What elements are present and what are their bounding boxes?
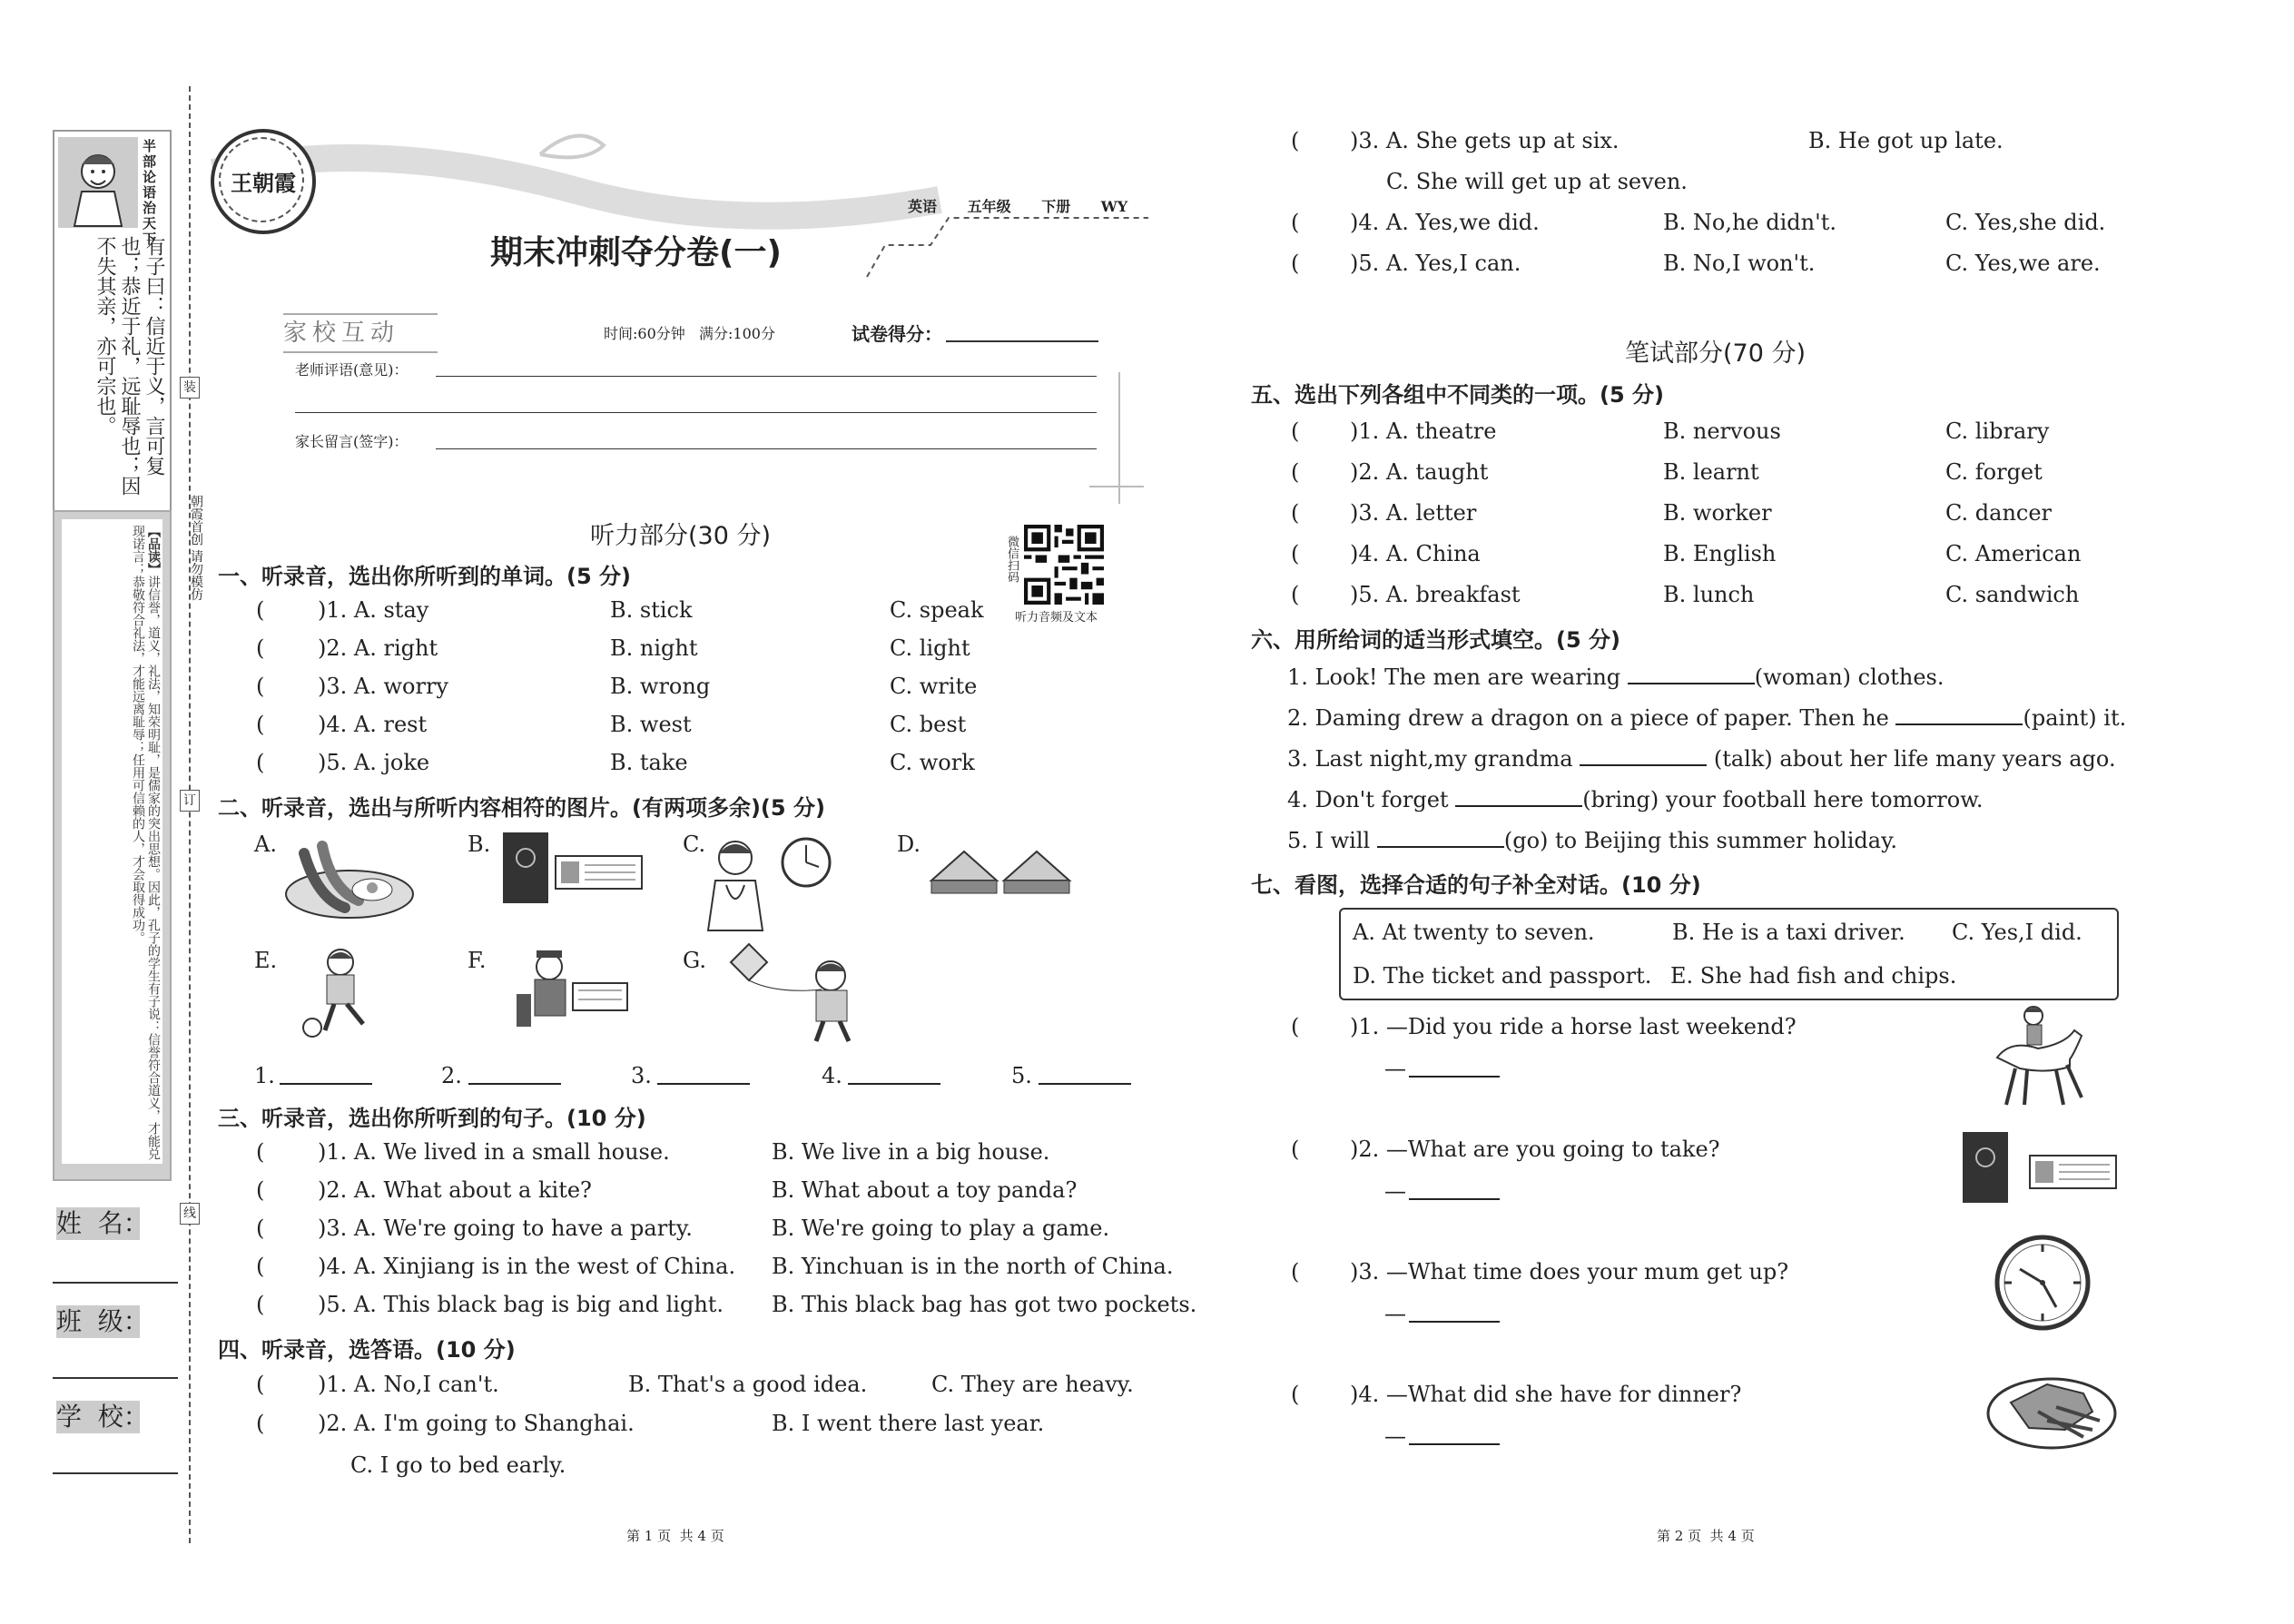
paren: (	[256, 1177, 265, 1203]
footer-left: 第 1 页 共 4 页	[626, 1528, 724, 1544]
paren: (	[1291, 459, 1300, 485]
s2-answer-5-field[interactable]	[1039, 1083, 1131, 1085]
brand-logo-text: 王朝霞	[231, 170, 296, 196]
paren: (	[1291, 210, 1300, 235]
parent-comment-field[interactable]	[436, 448, 1097, 449]
s1-item-2-c: C. light	[890, 635, 970, 661]
paren: (	[256, 1254, 265, 1279]
qr-code[interactable]	[1024, 525, 1104, 605]
s1-item-4-a: )4. A. rest	[318, 712, 428, 737]
boy-football-picture	[290, 944, 390, 1039]
paren: (	[256, 635, 265, 661]
fish-chips-picture	[1984, 1366, 2120, 1452]
s5-item-1-b: B. nervous	[1663, 418, 1781, 444]
s4-item-2-b: B. I went there last year.	[772, 1411, 1045, 1436]
s7-answer-1-field[interactable]	[1409, 1076, 1500, 1078]
paren: (	[256, 1372, 265, 1397]
pic-label-e: E.	[254, 948, 278, 973]
sausage-egg-picture	[281, 835, 418, 921]
cut-mark-1: 装	[180, 377, 200, 399]
pic-label-b: B.	[468, 832, 491, 857]
s5-item-4-c: C. American	[1945, 541, 2082, 566]
s4-item-5-c: C. Yes,we are.	[1945, 251, 2101, 276]
s7-option-e: E. She had fish and chips.	[1670, 963, 1957, 989]
section-5-title: 五、选出下列各组中不同类的一项。(5 分)	[1251, 382, 1664, 408]
s1-item-4-b: B. west	[610, 712, 692, 737]
tag-grade: 五年级	[967, 198, 1011, 215]
paren: (	[1291, 418, 1300, 444]
tag-edition: WY	[1100, 198, 1128, 215]
s5-item-2-c: C. forget	[1945, 459, 2043, 485]
s2-answer-5: 5.	[1011, 1063, 1032, 1088]
paren: (	[1291, 1382, 1300, 1407]
s7-item-2-q: )2. —What are you going to take?	[1350, 1137, 1720, 1162]
s6-blank-5[interactable]	[1377, 826, 1504, 848]
paren: (	[1291, 1259, 1300, 1284]
s7-option-a: A. At twenty to seven.	[1353, 920, 1595, 945]
pic-label-g: G.	[683, 948, 706, 973]
paren: (	[256, 1411, 265, 1436]
s6-blank-3[interactable]	[1580, 744, 1707, 766]
section-6-title: 六、用所给词的适当形式填空。(5 分)	[1251, 627, 1620, 653]
name-field[interactable]	[53, 1282, 178, 1284]
s4-item-5-b: B. No,I won't.	[1663, 251, 1816, 276]
s7-item-3-q: )3. —What time does your mum get up?	[1350, 1259, 1789, 1284]
teacher-comment-label: 老师评语(意见)：	[295, 361, 409, 379]
teacher-comment-field-2[interactable]	[295, 412, 1097, 413]
s7-option-c: C. Yes,I did.	[1952, 920, 2082, 945]
s1-item-4-c: C. best	[890, 712, 967, 737]
paren: (	[256, 674, 265, 699]
s1-item-1-a: )1. A. stay	[318, 597, 429, 623]
s1-item-5-b: B. take	[610, 750, 688, 775]
paren: (	[256, 1292, 265, 1317]
s5-item-2-a: )2. A. taught	[1350, 459, 1489, 485]
listening-title: 听力部分(30 分)	[590, 522, 772, 550]
home-school-label: 家校互动	[283, 313, 438, 353]
s2-answer-3: 3.	[631, 1063, 652, 1088]
s4-item-3-c: C. She will get up at seven.	[1386, 169, 1688, 194]
paren: (	[1291, 1014, 1300, 1039]
s1-item-3-b: B. wrong	[610, 674, 711, 699]
s3-item-2-b: B. What about a toy panda?	[772, 1177, 1078, 1203]
s4-item-3-b: B. He got up late.	[1808, 128, 2004, 153]
s7-answer-4-field[interactable]	[1409, 1443, 1500, 1445]
s7-option-b: B. He is a taxi driver.	[1672, 920, 1905, 945]
s2-answer-2-field[interactable]	[468, 1083, 561, 1085]
cut-mark-3: 线	[180, 1203, 200, 1225]
name-label: 姓 名：	[56, 1208, 149, 1238]
s5-item-5-b: B. lunch	[1663, 582, 1755, 607]
paren: (	[1291, 500, 1300, 526]
s4-item-4-c: C. Yes,she did.	[1945, 210, 2106, 235]
s1-item-1-b: B. stick	[610, 597, 693, 623]
section-3-title: 三、听录音，选出你所听到的句子。(10 分)	[218, 1106, 646, 1131]
parent-comment-label: 家长留言(签字)：	[295, 433, 409, 450]
grade-tags	[908, 195, 1127, 216]
s2-answer-2: 2.	[441, 1063, 462, 1088]
sidebar-motto-title: 半部论语治天下	[141, 139, 157, 247]
s7-answer-3-field[interactable]	[1409, 1321, 1500, 1323]
teacher-comment-field[interactable]	[436, 376, 1097, 377]
s3-item-4-a: )4. A. Xinjiang is in the west of China.	[318, 1254, 736, 1279]
pic-label-a: A.	[254, 832, 277, 857]
s6-blank-2[interactable]	[1895, 704, 2023, 725]
s4-item-5-a: )5. A. Yes,I can.	[1350, 251, 1521, 276]
sidebar-quote: 有子曰：信近于义，言可复也；恭近于礼，远耻辱也；因不失其亲，亦可宗也。	[94, 236, 165, 496]
taxi-driver-picture	[513, 940, 631, 1030]
s3-item-5-b: B. This black bag has got two pockets.	[772, 1292, 1197, 1317]
s4-item-1-c: C. They are heavy.	[931, 1372, 1134, 1397]
s2-answer-3-field[interactable]	[657, 1083, 750, 1085]
pic-label-f: F.	[468, 948, 487, 973]
girl-kite-picture	[722, 940, 867, 1044]
s3-item-1-b: B. We live in a big house.	[772, 1139, 1050, 1165]
s5-item-3-b: B. worker	[1663, 500, 1772, 526]
s3-item-5-a: )5. A. This black bag is big and light.	[318, 1292, 724, 1317]
confucius-illustration	[58, 137, 138, 228]
qr-caption: 听力音频及文本	[1015, 611, 1098, 625]
paren: (	[256, 712, 265, 737]
s5-item-2-b: B. learnt	[1663, 459, 1759, 485]
tag-volume: 下册	[1041, 198, 1071, 215]
s5-item-1-c: C. library	[1945, 418, 2050, 444]
section-7-title: 七、看图，选择合适的句子补全对话。(10 分)	[1251, 872, 1701, 898]
footer-right: 第 2 页 共 4 页	[1657, 1528, 1755, 1544]
s5-item-4-a: )4. A. China	[1350, 541, 1481, 566]
s5-item-3-a: )3. A. letter	[1350, 500, 1477, 526]
s4-item-4-b: B. No,he didn't.	[1663, 210, 1836, 235]
s5-item-4-b: B. English	[1663, 541, 1777, 566]
s4-item-4-a: )4. A. Yes,we did.	[1350, 210, 1540, 235]
section-1-title: 一、听录音，选出你所听到的单词。(5 分)	[218, 564, 631, 589]
s1-item-3-c: C. write	[890, 674, 978, 699]
qr-side-text: 微信扫码	[1005, 536, 1019, 583]
school-field[interactable]	[53, 1472, 178, 1474]
s3-item-3-b: B. We're going to play a game.	[772, 1216, 1110, 1241]
class-field[interactable]	[53, 1377, 178, 1379]
sidebar-reading-box	[53, 510, 172, 1181]
s1-item-2-a: )2. A. right	[318, 635, 438, 661]
sidebar-reading-label: 【品读】	[146, 525, 161, 576]
s6-blank-1[interactable]	[1628, 663, 1755, 684]
paren: (	[1291, 128, 1300, 153]
section-2-title: 二、听录音，选出与所听内容相符的图片。(有两项多余)(5 分)	[218, 795, 825, 821]
passport-ticket-picture	[501, 831, 646, 908]
s7-item-1-q: )1. —Did you ride a horse last weekend?	[1350, 1014, 1797, 1039]
s5-item-5-c: C. sandwich	[1945, 582, 2080, 607]
school-label: 学 校：	[56, 1402, 149, 1432]
s2-answer-1-field[interactable]	[280, 1083, 372, 1085]
paren: (	[256, 1139, 265, 1165]
s7-item-2-a: —	[1384, 1178, 1406, 1204]
score-label: 试卷得分：	[852, 323, 942, 345]
s6-item-4: 4. Don't forget (bring) your football here tomorrow.	[1287, 787, 1984, 812]
sidebar-motto-box	[53, 130, 172, 524]
page-title: 期末冲刺夺分卷(一)	[490, 234, 782, 271]
s6-item-1: 1. Look! The men are wearing (woman) clothes.	[1287, 664, 1944, 690]
s4-item-1-b: B. That's a good idea.	[628, 1372, 868, 1397]
doctor-clock-picture	[690, 831, 835, 935]
paren: (	[256, 750, 265, 775]
s4-item-3-a: )3. A. She gets up at six.	[1350, 128, 1620, 153]
s1-item-5-c: C. work	[890, 750, 975, 775]
s1-item-1-c: C. speak	[890, 597, 984, 623]
time-info: 时间:60分钟 满分:100分	[604, 325, 775, 342]
s6-blank-4[interactable]	[1455, 785, 1582, 807]
sidebar-reading-text: 讲信誉，道义，礼法，知荣明耻，是儒家的突出思想。因此，孔子的学生有子说：信誉符合道义，才能兑现诺言；恭敬符合礼法，才能远离耻辱；任用可信赖的人，才会取得成功。	[131, 525, 161, 1160]
cut-line	[189, 86, 191, 1543]
s3-item-3-a: )3. A. We're going to have a party.	[318, 1216, 693, 1241]
s3-item-2-a: )2. A. What about a kite?	[318, 1177, 592, 1203]
horse-rider-picture	[1984, 1003, 2092, 1112]
s1-item-5-a: )5. A. joke	[318, 750, 430, 775]
s6-item-5: 5. I will (go) to Beijing this summer holiday.	[1287, 828, 1898, 853]
paren: (	[1291, 582, 1300, 607]
s7-item-4-a: —	[1384, 1423, 1406, 1449]
s6-item-3: 3. Last night,my grandma (talk) about her life many years ago.	[1287, 746, 2116, 772]
s2-answer-4-field[interactable]	[848, 1083, 940, 1085]
s3-item-1-a: )1. A. We lived in a small house.	[318, 1139, 670, 1165]
s4-item-1-a: )1. A. No,I can't.	[318, 1372, 499, 1397]
sidebar-seal-text: 朝霞首创 请勿模仿	[189, 495, 203, 601]
s6-item-2: 2. Daming drew a dragon on a piece of paper. Then he (paint) it.	[1287, 705, 2127, 731]
s3-item-4-b: B. Yinchuan is in the north of China.	[772, 1254, 1174, 1279]
s1-item-3-a: )3. A. worry	[318, 674, 448, 699]
section-4-title: 四、听录音，选答语。(10 分)	[218, 1337, 516, 1363]
s4-item-2-c: C. I go to bed early.	[350, 1452, 566, 1478]
paren: (	[1291, 541, 1300, 566]
header-vertical-rule	[1118, 372, 1120, 504]
paren: (	[1291, 251, 1300, 276]
s7-item-4-q: )4. —What did she have for dinner?	[1350, 1382, 1742, 1407]
s7-item-3-a: —	[1384, 1301, 1406, 1326]
paren: (	[1291, 1137, 1300, 1162]
s5-item-1-a: )1. A. theatre	[1350, 418, 1497, 444]
passport-ticket-picture-2	[1961, 1130, 2120, 1207]
s5-item-5-a: )5. A. breakfast	[1350, 582, 1521, 607]
s2-answer-4: 4.	[822, 1063, 842, 1088]
s7-item-1-a: —	[1384, 1056, 1406, 1081]
clock-picture	[1993, 1233, 2092, 1333]
pic-label-d: D.	[897, 832, 921, 857]
s4-item-2-a: )2. A. I'm going to Shanghai.	[318, 1411, 635, 1436]
s7-answer-2-field[interactable]	[1409, 1198, 1500, 1200]
class-label: 班 级：	[56, 1306, 149, 1336]
writing-title: 笔试部分(70 分)	[1625, 340, 1807, 368]
paren: (	[256, 597, 265, 623]
sandwich-picture	[928, 844, 1073, 899]
score-field[interactable]	[946, 340, 1098, 342]
pic-label-c: C.	[683, 832, 706, 857]
s2-answer-1: 1.	[254, 1063, 275, 1088]
brand-logo	[211, 129, 316, 234]
tag-subject: 英语	[908, 198, 938, 215]
header-horizontal-rule	[1089, 486, 1144, 487]
s5-item-3-c: C. dancer	[1945, 500, 2053, 526]
s7-option-d: D. The ticket and passport.	[1353, 963, 1652, 989]
s1-item-2-b: B. night	[610, 635, 698, 661]
paren: (	[256, 1216, 265, 1241]
cut-mark-2: 订	[180, 790, 200, 812]
